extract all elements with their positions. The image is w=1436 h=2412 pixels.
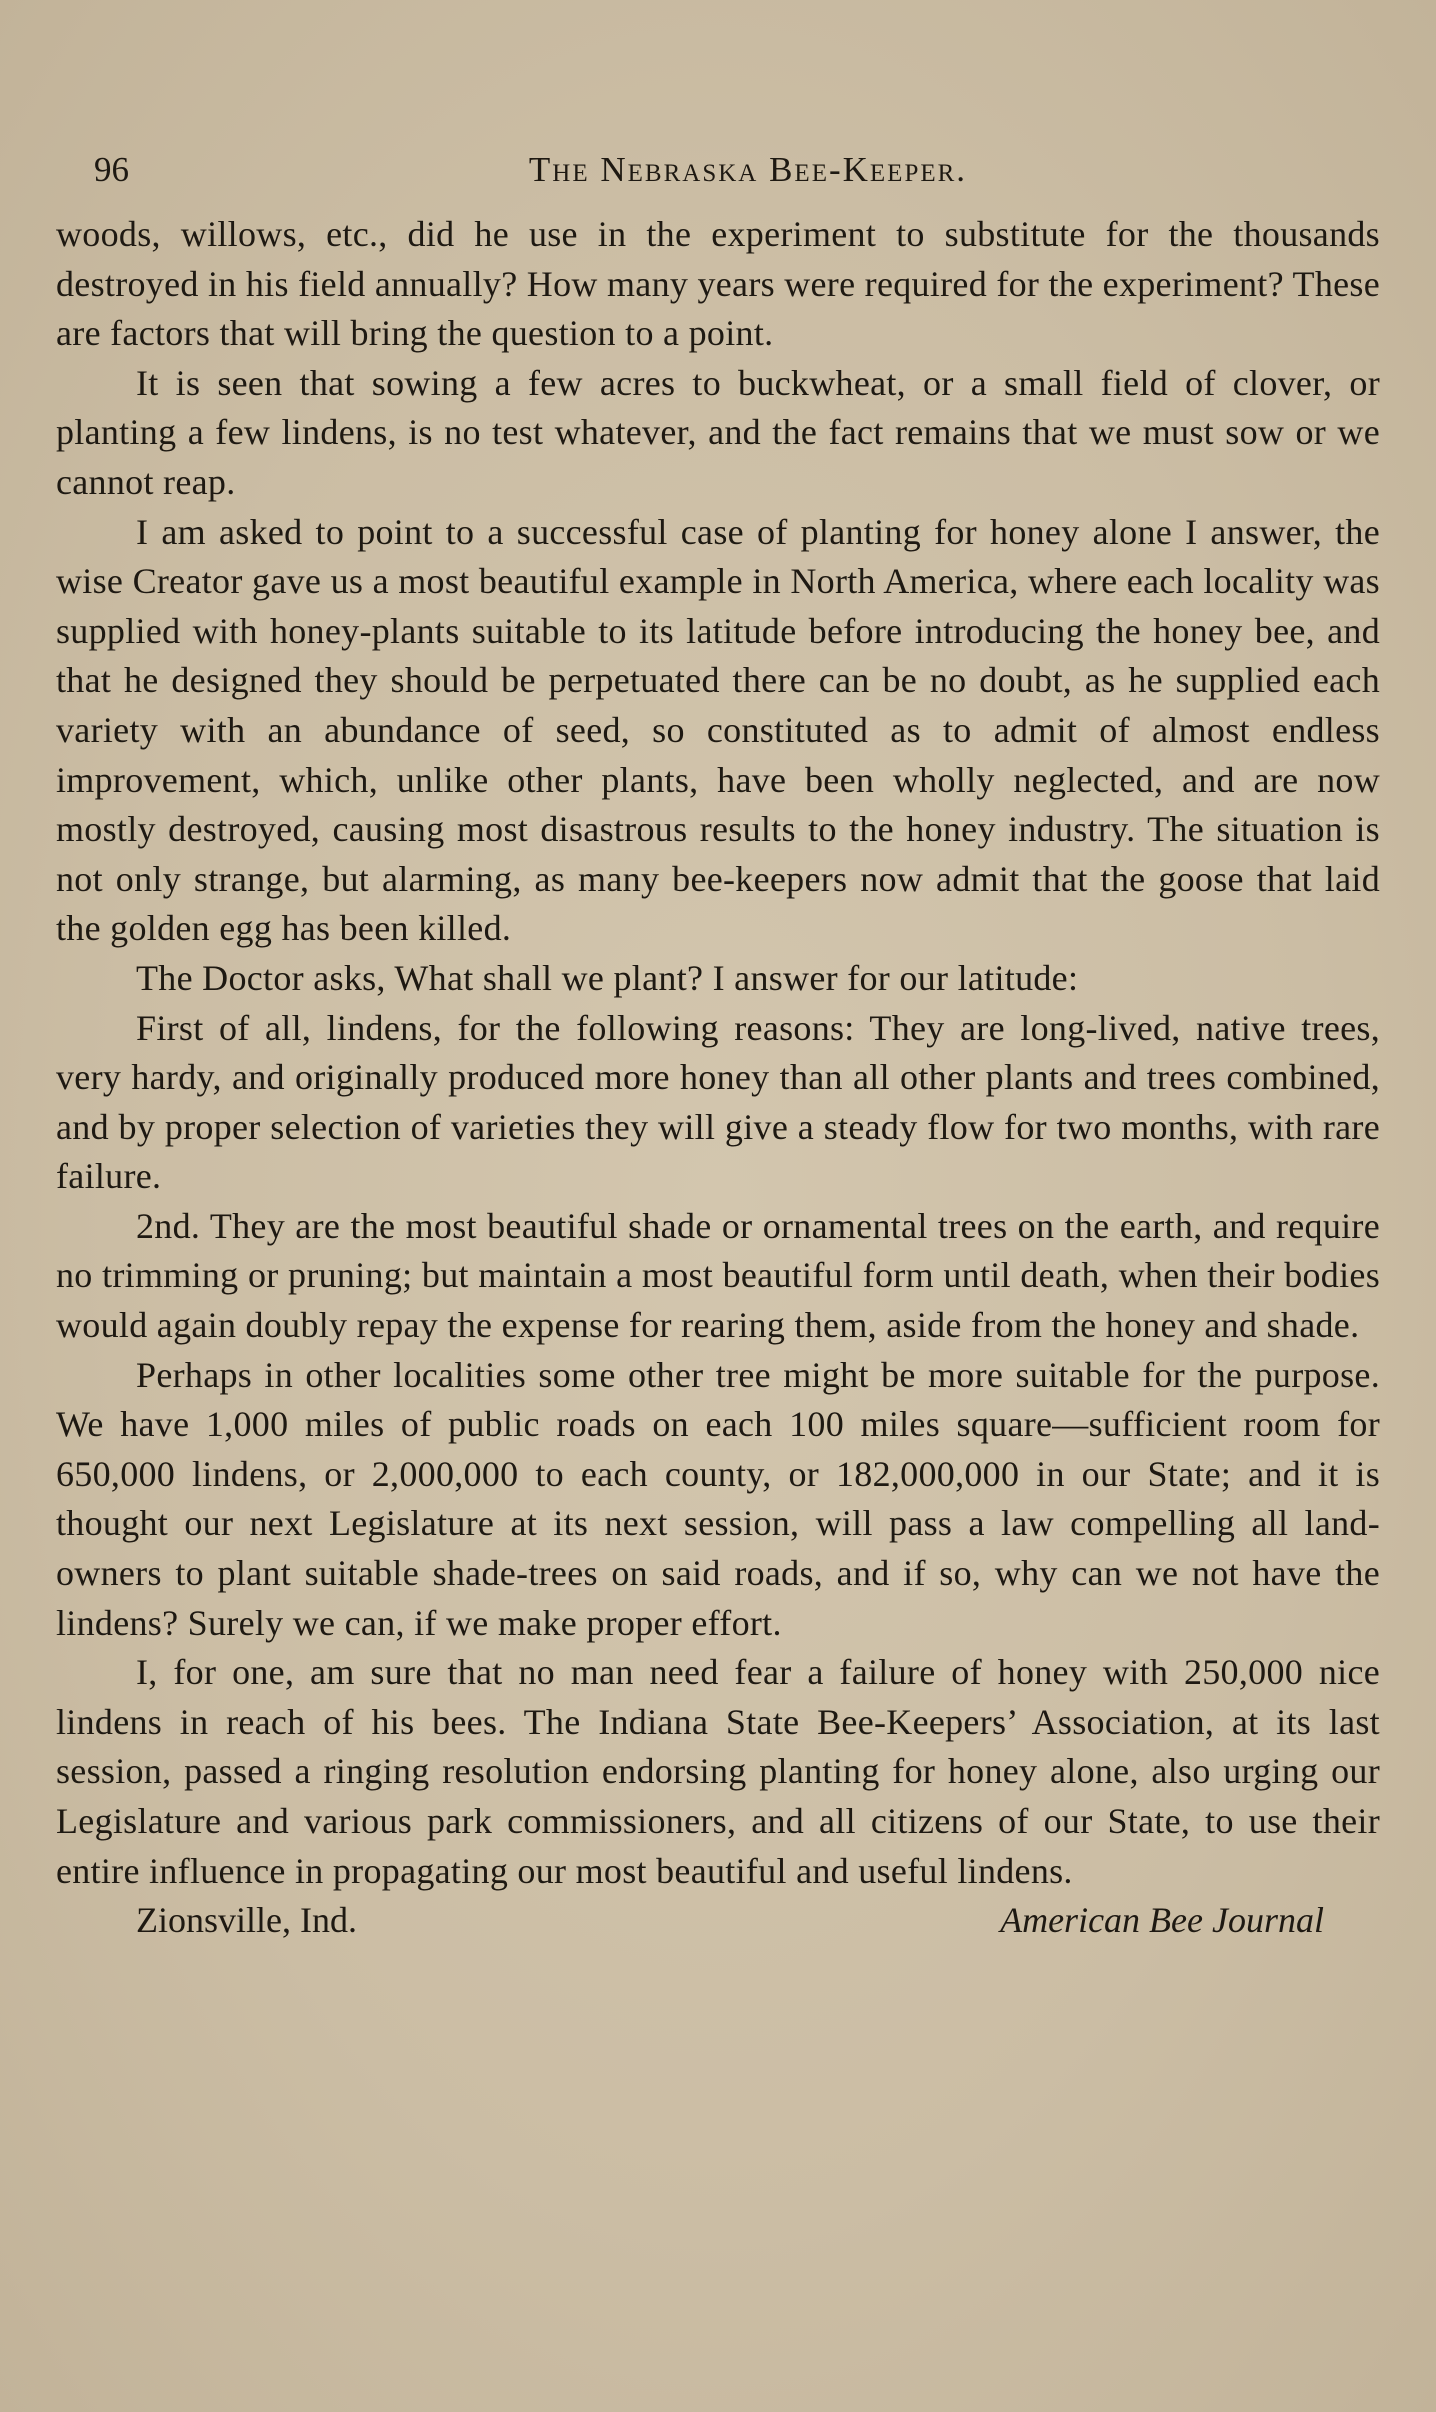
paragraph: 2nd. They are the most beautiful shade or ornamental trees on the earth, and require no trimming or pruning; but maintain a most beautiful form until death, when their bodies would again doubly repay the expense for rearing them, aside from the honey and shade. bbox=[56, 1205, 1380, 1346]
paragraph: I am asked to point to a successful case of planting for honey alone I answer, the wise Creator gave us a most beautiful example in North America, where each locality was supplied with honey-plants suitable to its latitude before introducing the honey bee, and that he designed they should be perpetuated there can be no doubt, as he supplied each variety with an abundance of seed, so constituted as to admit of almost endless improvement, which, unlike other plants, have been wholly neglected, and are now mostly destroyed, causing most disastrous results to the honey industry. The situation is not only strange, but alarming, as many bee-keepers now admit that the goose that laid the golden egg has been killed. bbox=[56, 511, 1380, 949]
paragraph: First of all, lindens, for the following reasons: They are long-lived, native trees, very hardy, and originally produced more honey than all other plants and trees combined, and by proper selection of varieties they will give a steady flow for two months, with rare failure. bbox=[56, 1007, 1380, 1197]
paragraph: Perhaps in other localities some other tree might be more suitable for the purpose. We have 1,000 miles of public roads on each 100 miles square—sufficient room for 650,000 lindens, or 2,000,000 to each county, or 182,000,000 in our State; and it is thought our next Legislature at its next session, will pass a law compelling all land-owners to plant suitable shade-trees on said roads, and if so, why can we not have the lindens? Surely we can, if we make proper effort. bbox=[56, 1354, 1380, 1643]
page-header bbox=[56, 140, 1380, 210]
paragraph: It is seen that sowing a few acres to buckwheat, or a small field of clover, or planting a few lindens, is no test whatever, and the fact remains that we must sow or we cannot reap. bbox=[56, 362, 1380, 502]
book-page bbox=[56, 140, 1380, 1946]
article-body bbox=[56, 210, 1380, 1896]
signature-source: American Bee Journal bbox=[1000, 1900, 1324, 1941]
signature-place: Zionsville, Ind. bbox=[136, 1900, 357, 1941]
paragraph: The Doctor asks, What shall we plant? I answer for our latitude: bbox=[136, 957, 1079, 998]
signature-line bbox=[56, 1896, 1380, 1946]
page-number: 96 bbox=[94, 150, 129, 189]
paragraph: I, for one, am sure that no man need fear a failure of honey with 250,000 nice lindens in reach of his bees. The Indiana State Bee-Keepers’ Association, at its last session, passed a ringing resolution endorsing planting for honey alone, also urging our Legislature and various park commissioners, and all citizens of our State, to use their entire influence in propagating our most beautiful and useful lindens. bbox=[56, 1652, 1380, 1891]
running-title: The Nebraska Bee-Keeper. bbox=[528, 150, 968, 189]
paragraph: woods, willows, etc., did he use in the experiment to substitute for the thousands destroyed in his field annually? How many years were required for the experiment? These are factors that will bring the question to a point. bbox=[56, 214, 1380, 354]
